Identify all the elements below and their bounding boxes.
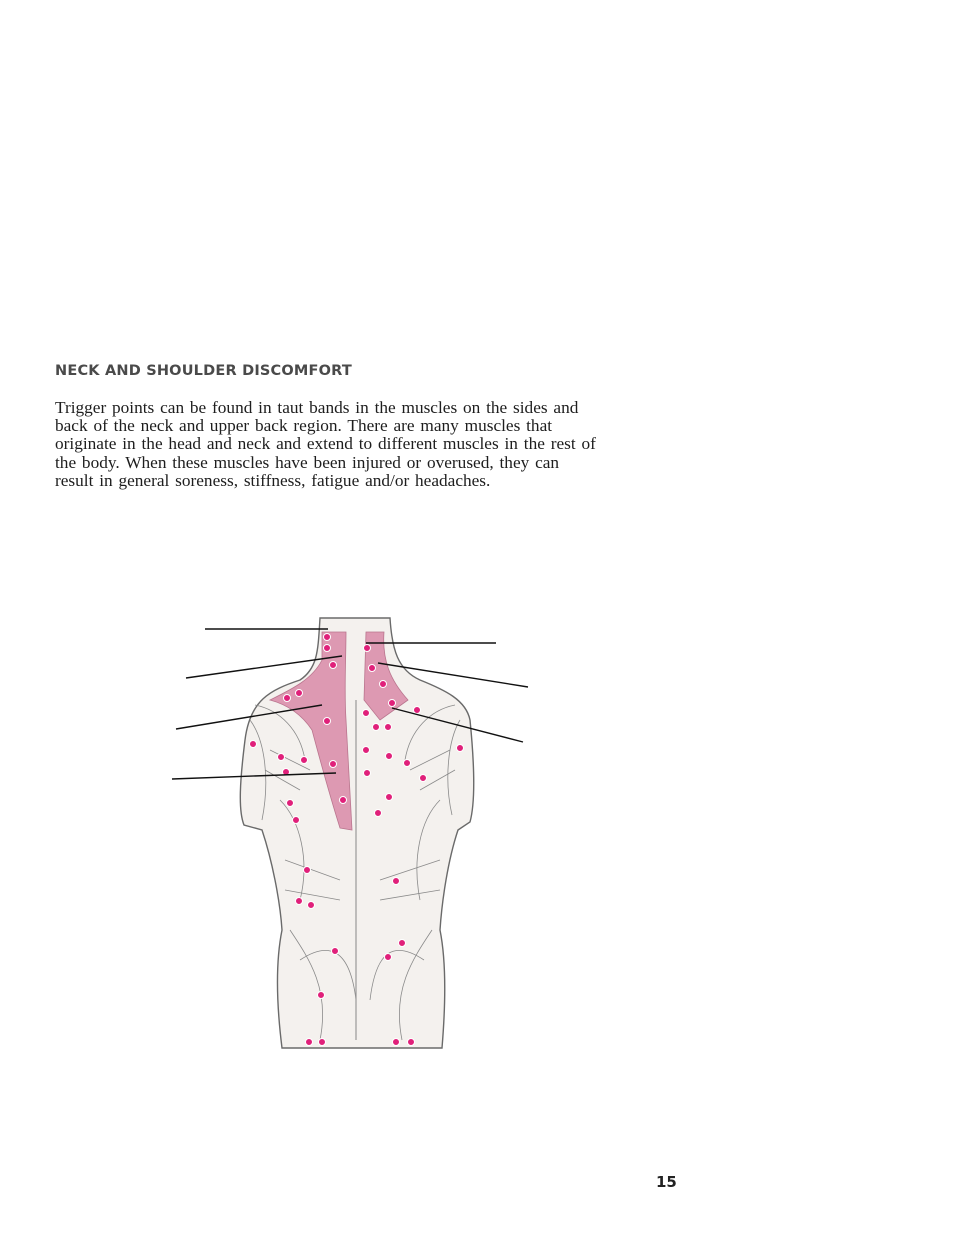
paragraph-line: back of the neck and upper back region. There are many muscles that xyxy=(55,416,553,436)
paragraph-line: originate in the head and neck and extend to different muscles in the rest of xyxy=(55,434,596,454)
section-heading: NECK AND SHOULDER DISCOMFORT xyxy=(55,363,352,379)
body-paragraph xyxy=(55,399,675,490)
page-number: 15 xyxy=(656,1173,677,1191)
paragraph-line: result in general soreness, stiffness, fatigue and/or headaches. xyxy=(55,470,491,490)
body-outline xyxy=(240,618,473,1048)
back-muscle-illustration xyxy=(160,600,540,1060)
paragraph-line: Trigger points can be found in taut bands in the muscles on the sides and xyxy=(55,398,579,417)
paragraph-line: the body. When these muscles have been injured or overused, they can xyxy=(55,452,560,472)
